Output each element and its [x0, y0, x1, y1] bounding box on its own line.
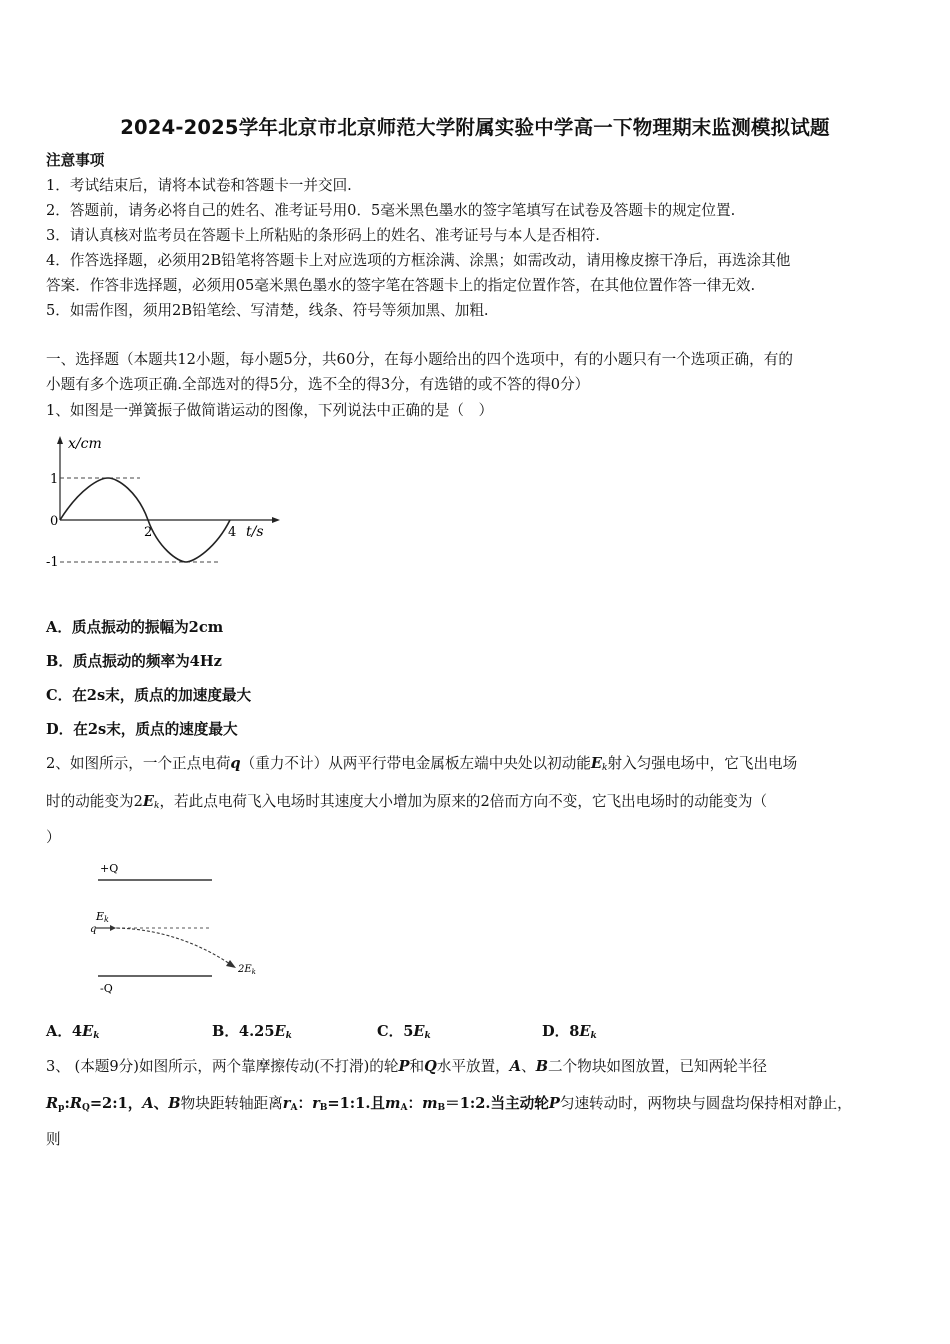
- trajectory-path: [112, 928, 230, 964]
- notice-item-4-cont: 答案．作答非选择题，必须用05毫米黑色墨水的签字笔在答题卡上的指定位置作答，在其他位置作答一律无效.: [46, 277, 756, 294]
- notice-item-4: 4．作答选择题，必须用2B铅笔将答题卡上对应选项的方框涂满、涂黑；如需改动，请用橡皮擦干净后，再选涂其他: [46, 252, 791, 269]
- q2-plates-figure: [60, 852, 280, 1004]
- tick-minus-1: -1: [46, 555, 59, 570]
- q1-option-a: A．质点振动的振幅为2cm: [46, 619, 224, 636]
- exit-energy-label: $2E_k$: [238, 964, 256, 976]
- q1-option-b: B．质点振动的频率为4Hz: [46, 653, 222, 670]
- question-3-line2: $R_p:R_Q=2:1$，A、B物块距转轴距离$r_A$：$r_B=1:1$.且$m_A$：$m_B=1:2$.当主动轮P匀速转动时，两物块与圆盘均保持相对静止，: [46, 1095, 852, 1113]
- q2-option-a: A．$4E_k$: [46, 1023, 100, 1041]
- notice-item-1: 1．考试结束后，请将本试卷和答题卡一并交回.: [46, 177, 352, 194]
- tick-4: 4: [228, 525, 237, 540]
- ek-label: Ek: [96, 910, 109, 924]
- q1-option-d: D．在2s末，质点的速度最大: [46, 721, 238, 738]
- q2-option-d: D．$8E_k$: [542, 1023, 597, 1041]
- question-3-line3: 则: [46, 1131, 61, 1148]
- notice-item-5: 5．如需作图，须用2B铅笔绘、写清楚，线条、符号等须加黑、加粗.: [46, 302, 489, 319]
- q1-oscillation-graph: [46, 432, 286, 592]
- y-axis-label: x/cm: [68, 436, 102, 452]
- exit-arrow-icon: [226, 960, 236, 968]
- charge-q-label: q: [90, 924, 97, 935]
- section-header-line1: 一、选择题（本题共12小题，每小题5分，共60分，在每小题给出的四个选项中，有的小题只有一个选项正确，有的: [46, 351, 793, 368]
- plate-bottom-label: -Q: [100, 982, 113, 995]
- notice-item-2: 2．答题前，请务必将自己的姓名、准考证号用0．5毫米黑色墨水的签字笔填写在试卷及答题卡的规定位置.: [46, 202, 736, 219]
- tick-0: 0: [50, 514, 59, 529]
- tick-1: 1: [50, 472, 59, 487]
- notice-heading: 注意事项: [46, 152, 105, 169]
- x-axis-label: t/s: [246, 524, 264, 540]
- y-axis-arrow-icon: [57, 436, 63, 444]
- question-2-line1: 2、如图所示，一个正点电荷q（重力不计）从两平行带电金属板左端中央处以初动能$E_k$射入匀强电场中，它飞出电场: [46, 755, 798, 773]
- page-title: 2024-2025学年北京市北京师范大学附属实验中学高一下物理期末监测模拟试题: [120, 116, 830, 139]
- section-header-line2: 小题有多个选项正确.全部选对的得5分，选不全的得3分，有选错的或不答的得0分）: [46, 376, 590, 393]
- q2-option-b: B．$4.25E_k$: [212, 1023, 292, 1041]
- question-3-line1: 3、 (本题9分)如图所示，两个靠摩擦传动(不打滑)的轮P和Q水平放置，A、B二个物块如图放置，已知两轮半径: [46, 1058, 767, 1075]
- notice-item-3: 3．请认真核对监考员在答题卡上所粘贴的条形码上的姓名、准考证号与本人是否相符.: [46, 227, 600, 244]
- x-axis-arrow-icon: [272, 517, 280, 523]
- question-1-stem: 1、如图是一弹簧振子做简谐运动的图像，下列说法中正确的是（ ）: [46, 402, 494, 419]
- question-2-line3: ）: [46, 829, 61, 846]
- plate-top-label: +Q: [100, 862, 119, 875]
- q2-option-c: C．$5E_k$: [377, 1023, 431, 1041]
- question-2-line2: 时的动能变为$2E_k$，若此点电荷飞入电场时其速度大小增加为原来的2倍而方向不变，它飞出电场时的动能变为（: [46, 793, 768, 811]
- q1-option-c: C．在2s末，质点的加速度最大: [46, 687, 252, 704]
- tick-2: 2: [144, 525, 153, 540]
